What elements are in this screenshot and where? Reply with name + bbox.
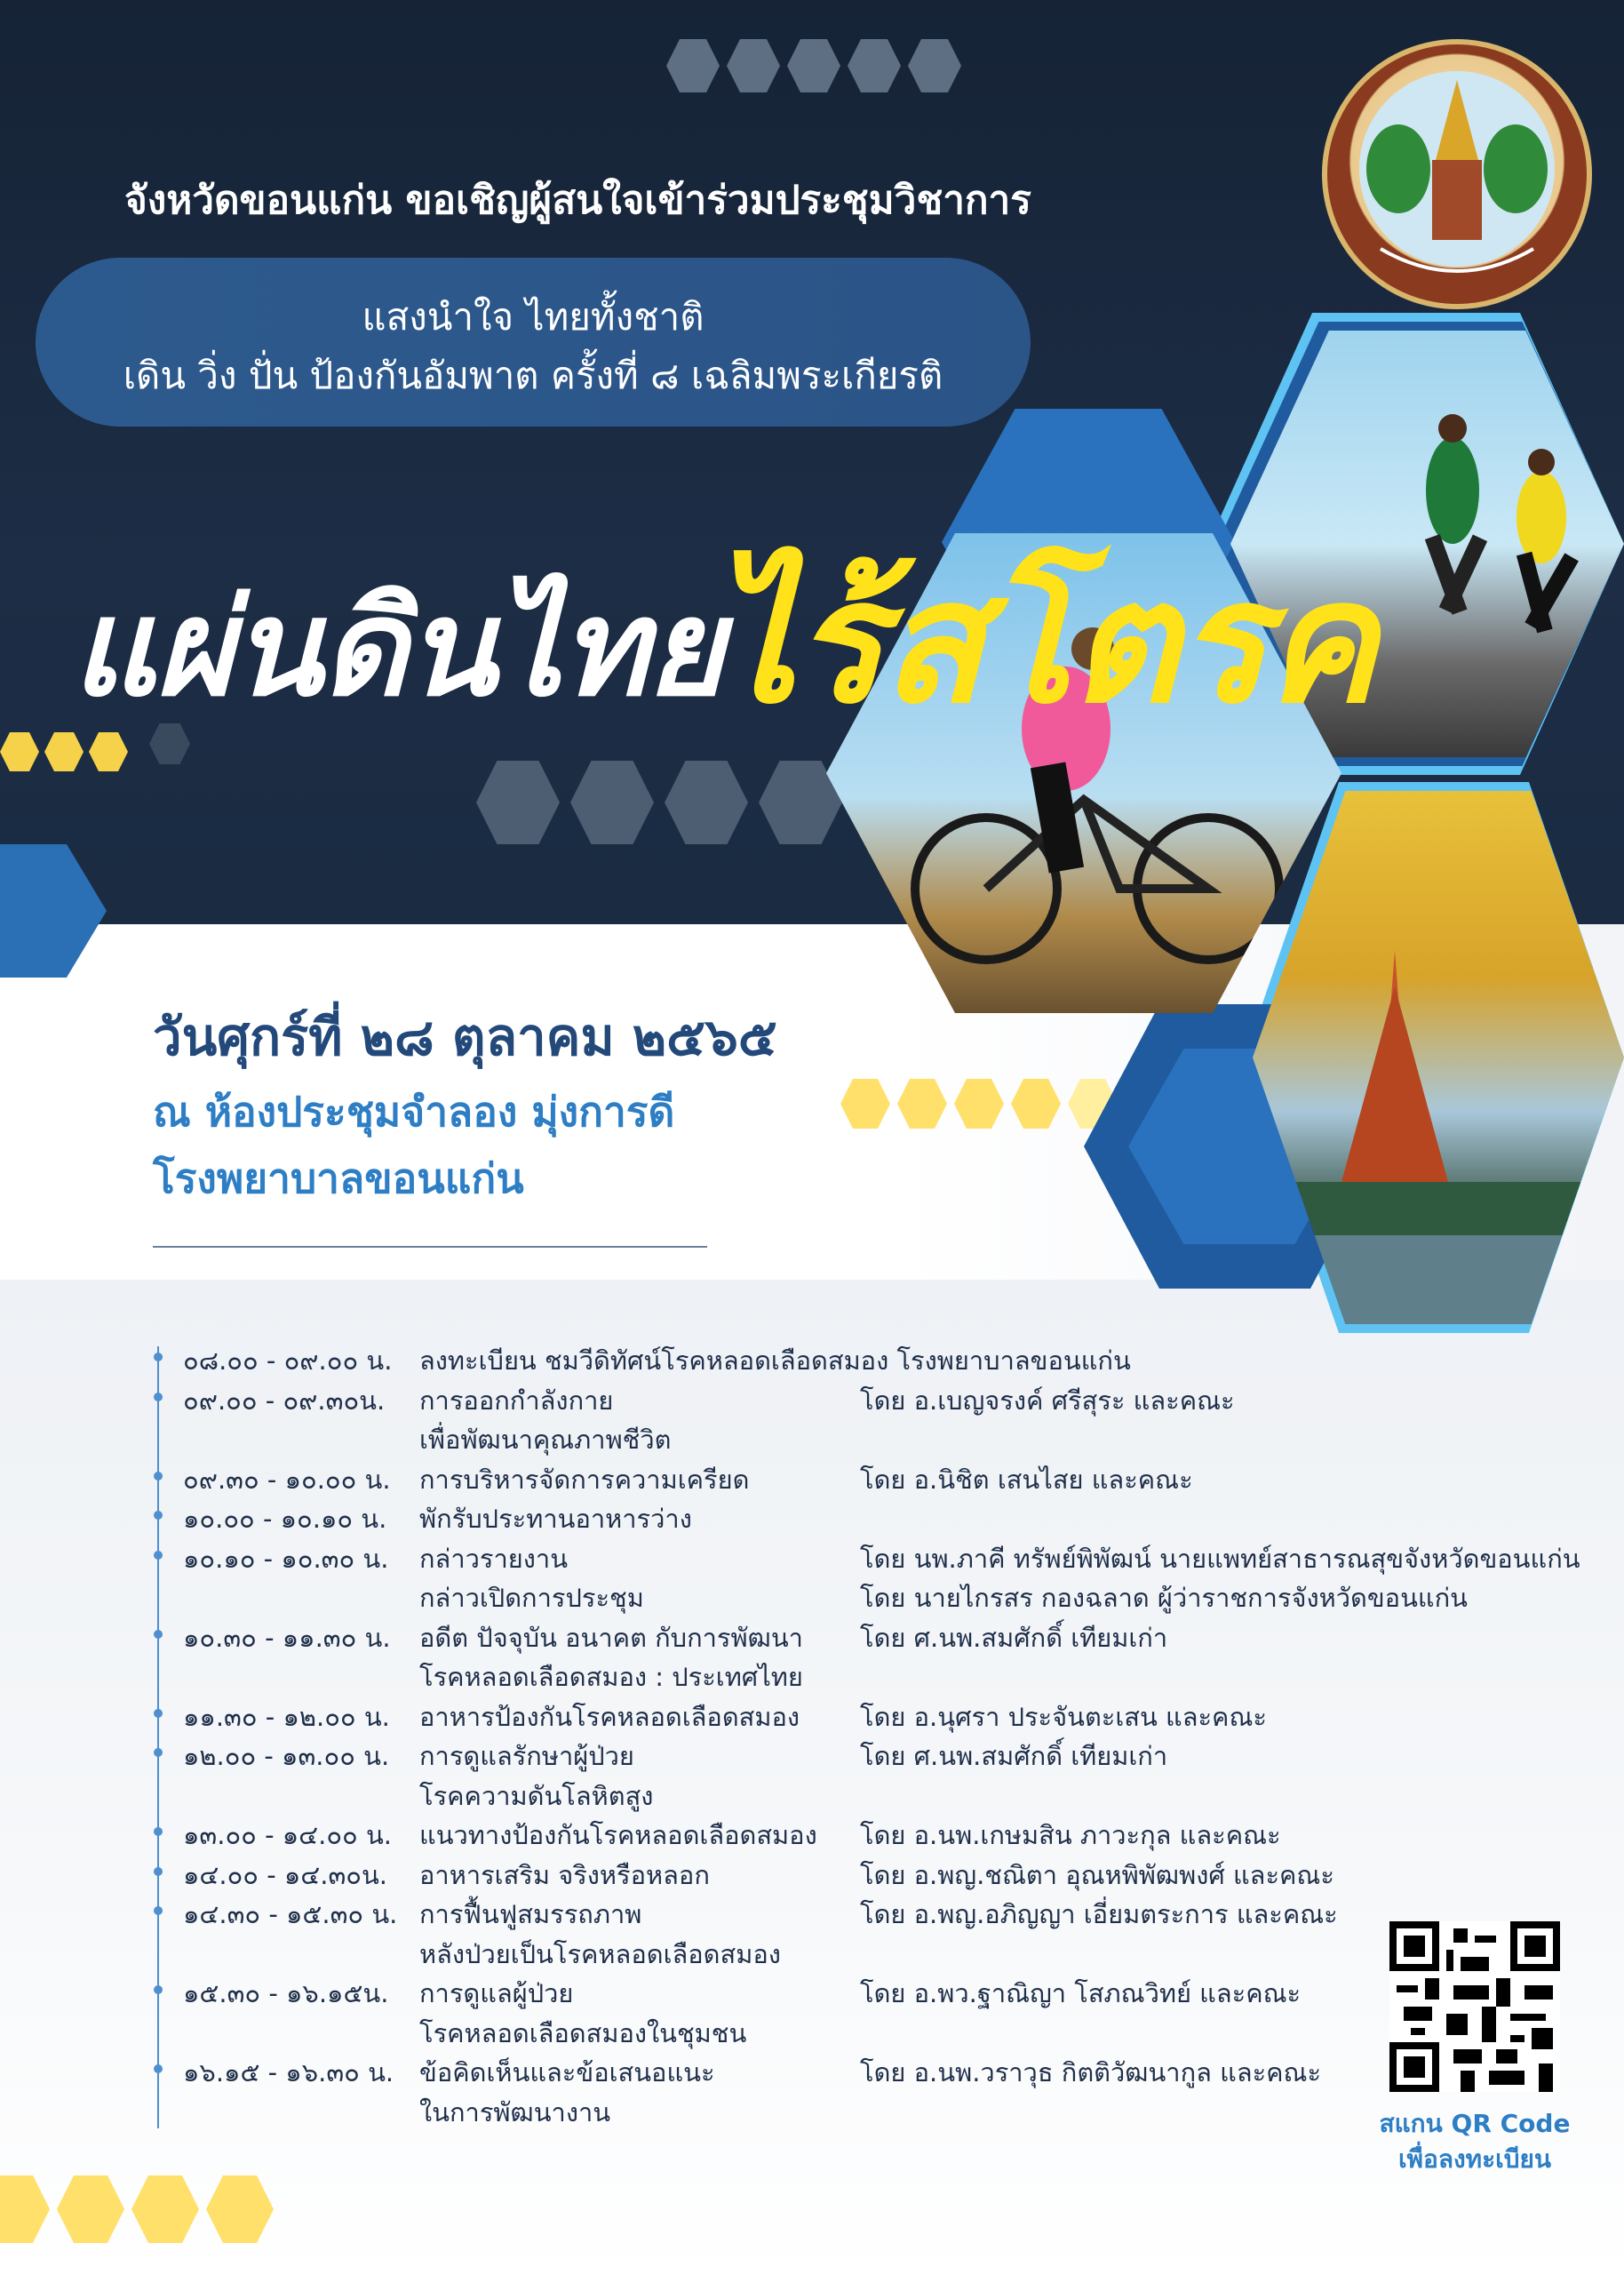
- schedule-topic: เพื่อพัฒนาคุณภาพชีวิต: [419, 1425, 672, 1455]
- timeline-dot: [154, 1906, 163, 1915]
- schedule-time: ๑๔.๓๐ - ๑๕.๓๐ น.: [183, 1899, 398, 1929]
- schedule-time: ๑๔.๐๐ - ๑๔.๓๐น.: [183, 1859, 388, 1890]
- schedule-topic: ในการพัฒนางาน: [419, 2096, 611, 2127]
- schedule-time: ๑๕.๓๐ - ๑๖.๑๕น.: [183, 1978, 389, 2008]
- schedule-time: ๑๓.๐๐ - ๑๔.๐๐ น.: [183, 1820, 392, 1850]
- schedule-speaker: โดย อ.พญ.อภิญญา เอี่ยมตระการ และคณะ: [860, 1899, 1338, 1929]
- schedule-topic: การฟื้นฟูสมรรถภาพ: [419, 1899, 642, 1929]
- qr-caption-line-1: สแกน QR Code: [1379, 2109, 1571, 2138]
- schedule-speaker: โดย นพ.ภาคี ทรัพย์พิพัฒน์ นายแพทย์สาธารณสุขจังหวัดขอนแก่น: [860, 1543, 1580, 1574]
- timeline-dot: [154, 1748, 163, 1757]
- timeline-dot: [154, 1985, 163, 1994]
- schedule-topic: พักรับประทานอาหารว่าง: [419, 1504, 692, 1534]
- schedule-topic: การดูแลผู้ป่วย: [419, 1978, 574, 2008]
- schedule-speaker: โดย อ.พว.ฐาณิญา โสภณวิทย์ และคณะ: [860, 1978, 1302, 2008]
- qr-caption-line-2: เพื่อลงทะเบียน: [1397, 2144, 1552, 2174]
- schedule-topic: ข้อคิดเห็นและข้อเสนอแนะ: [419, 2057, 715, 2087]
- schedule-topic: อาหารป้องกันโรคหลอดเลือดสมอง: [419, 1701, 800, 1732]
- schedule-topic: การดูแลรักษาผู้ป่วย: [419, 1741, 634, 1771]
- schedule-time: ๐๘.๐๐ - ๐๙.๐๐ น.: [183, 1345, 393, 1376]
- schedule-speaker: โดย ศ.นพ.สมศักดิ์ เทียมเก่า: [860, 1622, 1168, 1653]
- timeline-dot: [154, 1630, 163, 1639]
- timeline-dot: [154, 1393, 163, 1401]
- schedule-topic: กล่าวรายงาน: [419, 1543, 569, 1574]
- schedule-time: ๑๐.๐๐ - ๑๐.๑๐ น.: [183, 1504, 387, 1534]
- schedule-time: ๑๑.๓๐ - ๑๒.๐๐ น.: [183, 1701, 390, 1732]
- schedule-topic: ลงทะเบียน ชมวีดิทัศน์โรคหลอดเลือดสมอง โรงพยาบาลขอนแก่น: [419, 1345, 1131, 1376]
- event-subtitle-pill: [36, 258, 1031, 427]
- schedule-topic: อาหารเสริม จริงหรือหลอก: [419, 1859, 710, 1890]
- subtitle-line-2: เดิน วิ่ง ปั่น ป้องกันอัมพาต ครั้งที่ ๘ เฉลิมพระเกียรติ: [123, 354, 943, 397]
- schedule-time: ๑๐.๓๐ - ๑๑.๓๐ น.: [183, 1622, 391, 1653]
- schedule-topic: แนวทางป้องกันโรคหลอดเลือดสมอง: [419, 1820, 817, 1850]
- schedule-topic: โรคความดันโลหิตสูง: [419, 1780, 654, 1811]
- schedule-time: ๑๖.๑๕ - ๑๖.๓๐ น.: [183, 2057, 394, 2087]
- schedule-time: ๐๙.๐๐ - ๐๙.๓๐น.: [183, 1385, 386, 1416]
- timeline-dot: [154, 1472, 163, 1481]
- divider: [153, 1246, 707, 1248]
- schedule-time: ๐๙.๓๐ - ๑๐.๐๐ น.: [183, 1464, 391, 1495]
- invitation-text: จังหวัดขอนแก่น ขอเชิญผู้สนใจเข้าร่วมประชุมวิชาการ: [124, 178, 1031, 223]
- event-venue-line-1: ณ ห้องประชุมจำลอง มุ่งการดี: [153, 1088, 675, 1136]
- timeline-dot: [154, 1867, 163, 1876]
- schedule-speaker: โดย อ.นพ.วราวุธ กิตติวัฒนากูล และคณะ: [860, 2057, 1322, 2087]
- schedule-speaker: โดย ศ.นพ.สมศักดิ์ เทียมเก่า: [860, 1741, 1168, 1771]
- timeline-dot: [154, 1827, 163, 1836]
- schedule-topic: การออกกำลังกาย: [419, 1385, 614, 1416]
- schedule-topic: กล่าวเปิดการประชุม: [419, 1583, 644, 1613]
- schedule-speaker: โดย อ.นุศรา ประจันตะเสน และคณะ: [860, 1701, 1267, 1732]
- timeline-dot: [154, 1353, 163, 1361]
- schedule-speaker: โดย อ.นพ.เกษมสิน ภาวะกุล และคณะ: [860, 1820, 1281, 1850]
- schedule-topic: การบริหารจัดการความเครียด: [419, 1464, 750, 1495]
- schedule-speaker: โดย นายไกรสร กองฉลาด ผู้ว่าราชการจังหวัดขอนแก่น: [860, 1583, 1468, 1613]
- schedule-time: ๑๒.๐๐ - ๑๓.๐๐ น.: [183, 1741, 390, 1771]
- qr-code-icon[interactable]: [1389, 1921, 1560, 2092]
- headline-white: แผ่นดินไทย: [71, 571, 723, 726]
- timeline-dot: [154, 1551, 163, 1560]
- event-venue-line-2: โรงพยาบาลขอนแก่น: [153, 1154, 524, 1202]
- timeline-dot: [154, 1511, 163, 1520]
- schedule-topic: โรคหลอดเลือดสมอง : ประเทศไทย: [419, 1662, 803, 1692]
- headline-yellow: ไร้สโตรค: [711, 544, 1375, 740]
- schedule-speaker: โดย อ.เบญจรงค์ ศรีสุระ และคณะ: [860, 1385, 1235, 1416]
- provincial-emblem-icon: [1322, 39, 1592, 309]
- schedule-timeline: [157, 1346, 159, 2128]
- subtitle-line-1: แสงนำใจ ไทยทั้งชาติ: [362, 295, 705, 339]
- timeline-dot: [154, 2064, 163, 2073]
- schedule-time: ๑๐.๑๐ - ๑๐.๓๐ น.: [183, 1543, 389, 1574]
- schedule-topic: โรคหลอดเลือดสมองในชุมชน: [419, 2017, 747, 2048]
- schedule-topic: หลังป่วยเป็นโรคหลอดเลือดสมอง: [419, 1938, 781, 1969]
- timeline-dot: [154, 1709, 163, 1718]
- schedule-speaker: โดย อ.นิชิต เสนไสย และคณะ: [860, 1464, 1193, 1495]
- schedule-topic: อดีต ปัจจุบัน อนาคต กับการพัฒนา: [419, 1622, 803, 1653]
- schedule-speaker: โดย อ.พญ.ชณิตา อุณหพิพัฒพงศ์ และคณะ: [860, 1859, 1334, 1890]
- event-date: วันศุกร์ที่ ๒๘ ตุลาคม ๒๕๖๕: [153, 1007, 777, 1067]
